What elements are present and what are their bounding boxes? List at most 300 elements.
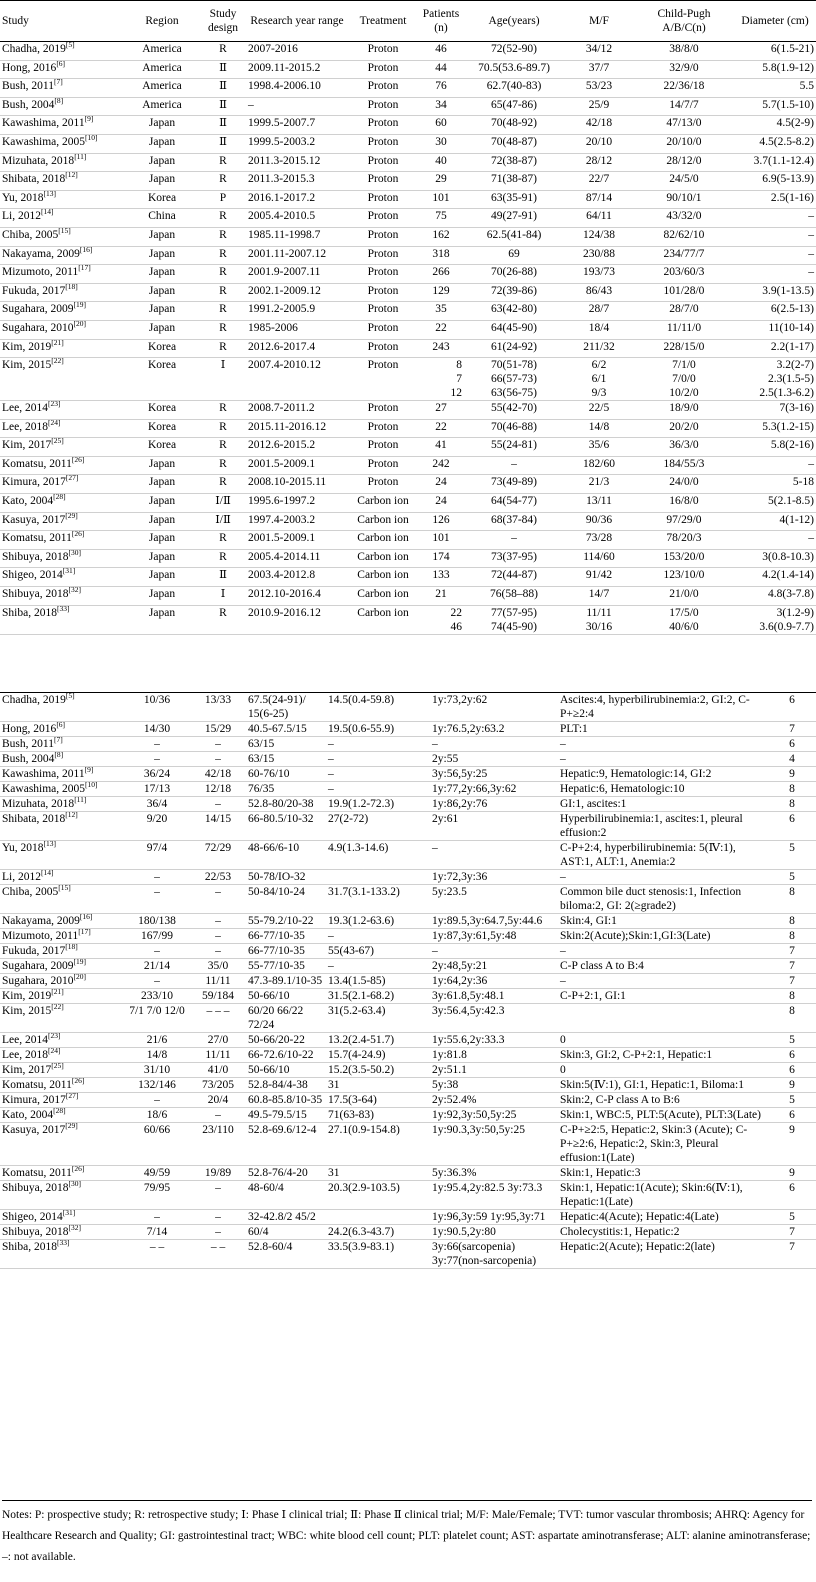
follow-up: 13.4(1.5-85) — [326, 974, 430, 989]
dose-fractions: 63/15 — [246, 752, 326, 767]
count-b: 20/4 — [190, 1093, 246, 1108]
table-row — [0, 60, 816, 79]
diameter: 5-18 — [734, 475, 816, 494]
quality-score: 7 — [768, 959, 816, 974]
toxicity: GI:1, ascites:1 — [558, 797, 768, 812]
study-design: R — [200, 209, 246, 228]
male-female: 64/11 — [564, 209, 634, 228]
dose-fractions: 60/20 66/22 72/24 — [246, 1004, 326, 1033]
study-design: R — [200, 265, 246, 284]
study-design: R — [200, 320, 246, 339]
male-female: 18/4 — [564, 320, 634, 339]
treatment: Proton — [348, 358, 418, 401]
study-name: Chadha, 2019[5] — [0, 693, 124, 722]
child-pugh: 82/62/10 — [634, 227, 734, 246]
toxicity: Skin:2, C-P class A to B:6 — [558, 1093, 768, 1108]
study-name: Fukuda, 2017[18] — [0, 283, 124, 302]
study-name: Komatsu, 2011[26] — [0, 1078, 124, 1093]
region: Korea — [124, 358, 200, 401]
follow-up: – — [326, 959, 430, 974]
count-b: 72/29 — [190, 841, 246, 870]
quality-score: 6 — [768, 1048, 816, 1063]
reference-number: [10] — [85, 134, 98, 143]
age: 64(54-77) — [464, 494, 564, 513]
follow-up: 17.5(3-64) — [326, 1093, 430, 1108]
count-b: – — [190, 929, 246, 944]
age: 72(52-90) — [464, 42, 564, 61]
age-line: 70(51-78) — [491, 359, 537, 372]
quality-score: 9 — [768, 1078, 816, 1093]
count-a: 18/6 — [124, 1108, 190, 1123]
patients: 101 — [418, 531, 464, 550]
dose-fractions: 60/4 — [246, 1225, 326, 1240]
age: 61(24-92) — [464, 339, 564, 358]
patients-line: 46 — [450, 620, 462, 633]
col-header-treatment: Treatment — [348, 1, 418, 42]
table-row — [0, 419, 816, 438]
table-row — [0, 246, 816, 265]
table-row — [0, 1108, 816, 1123]
toxicity: – — [558, 752, 768, 767]
table-row — [0, 812, 816, 841]
study-design: Ⅱ — [200, 116, 246, 135]
reference-number: [30] — [68, 1180, 81, 1189]
child-pugh: 47/13/0 — [634, 116, 734, 135]
overall-survival: 5y:23.5 — [430, 885, 558, 914]
overall-survival: 3y:56,5y:25 — [430, 767, 558, 782]
overall-survival: 3y:66(sarcopenia) 3y:77(non-sarcopenia) — [430, 1240, 558, 1269]
patients: 44 — [418, 60, 464, 79]
dose-fractions: 50-84/10-24 — [246, 885, 326, 914]
study-name: Kim, 2015[22] — [0, 358, 124, 401]
region: Japan — [124, 512, 200, 531]
reference-number: [24] — [47, 419, 61, 427]
region: Korea — [124, 190, 200, 209]
quality-score: 5 — [768, 1033, 816, 1048]
table-row — [0, 339, 816, 358]
reference-number: [14] — [40, 208, 54, 217]
toxicity: Skin:3, GI:2, C-P+2:1, Hepatic:1 — [558, 1048, 768, 1063]
region: Japan — [124, 456, 200, 475]
child-pugh: 90/10/1 — [634, 190, 734, 209]
study-design: Ⅰ — [200, 358, 246, 401]
study-name: Nakayama, 2009[16] — [0, 246, 124, 265]
count-b: – — [190, 944, 246, 959]
table-row — [0, 587, 816, 606]
count-b: 11/11 — [190, 974, 246, 989]
follow-up: 15.2(3.5-50.2) — [326, 1063, 430, 1078]
count-a: – — [124, 885, 190, 914]
count-a: – — [124, 1093, 190, 1108]
count-b: 23/110 — [190, 1123, 246, 1166]
diameter: 4(1-12) — [734, 512, 816, 531]
table-row — [0, 1240, 816, 1269]
overall-survival: 5y:38 — [430, 1078, 558, 1093]
study-name: Chadha, 2019[5] — [0, 42, 124, 61]
quality-score: 6 — [768, 1108, 816, 1123]
male-female-line: 30/16 — [585, 620, 613, 633]
follow-up: – — [326, 752, 430, 767]
age: 55(24-81) — [464, 438, 564, 457]
child-pugh: 203/60/3 — [634, 265, 734, 284]
study-design: Ⅱ — [200, 79, 246, 98]
reference-number: [20] — [73, 320, 87, 329]
table-row — [0, 265, 816, 284]
table-row — [0, 190, 816, 209]
count-a: – — [124, 737, 190, 752]
study-name: Bush, 2011[7] — [0, 737, 124, 752]
outcomes-table — [0, 692, 816, 1269]
patients: 41 — [418, 438, 464, 457]
count-b: 41/0 — [190, 1063, 246, 1078]
male-female: 87/14 — [564, 190, 634, 209]
dose-fractions: 66-77/10-35 — [246, 929, 326, 944]
col-header-child-pugh: Child-Pugh A/B/C(n) — [634, 1, 734, 42]
follow-up — [326, 870, 430, 885]
table-row — [0, 1004, 816, 1033]
patients: 76 — [418, 79, 464, 98]
count-a: 21/14 — [124, 959, 190, 974]
reference-number: [30] — [68, 549, 81, 558]
year-range: 2002.1-2009.12 — [246, 283, 348, 302]
count-b: – — [190, 797, 246, 812]
toxicity: Skin:1, Hepatic:3 — [558, 1166, 768, 1181]
quality-score: 8 — [768, 914, 816, 929]
study-name: Sugahara, 2010[20] — [0, 320, 124, 339]
diameter-line: 3(1.2-9) — [776, 606, 814, 619]
study-name: Kim, 2019[21] — [0, 339, 124, 358]
male-female: 86/43 — [564, 283, 634, 302]
male-female: 230/88 — [564, 246, 634, 265]
study-name: Kato, 2004[28] — [0, 494, 124, 513]
table-row — [0, 549, 816, 568]
quality-score: 6 — [768, 812, 816, 841]
count-a: 31/10 — [124, 1063, 190, 1078]
child-pugh: 78/20/3 — [634, 531, 734, 550]
male-female: 28/12 — [564, 153, 634, 172]
age — [464, 358, 564, 401]
reference-number: [11] — [74, 796, 87, 805]
age-line: 74(45-90) — [491, 620, 537, 633]
follow-up: 24.2(6.3-43.7) — [326, 1225, 430, 1240]
count-a: 60/66 — [124, 1123, 190, 1166]
patients: 75 — [418, 209, 464, 228]
region: Korea — [124, 419, 200, 438]
diameter: – — [734, 531, 816, 550]
age: 73(37-95) — [464, 549, 564, 568]
col-header-study: Study — [0, 1, 124, 42]
patients-line: 12 — [450, 387, 462, 400]
year-range: 2001.5-2009.1 — [246, 456, 348, 475]
quality-score: 6 — [768, 693, 816, 722]
reference-number: [26] — [71, 456, 85, 465]
toxicity: C-P class A to B:4 — [558, 959, 768, 974]
year-range: 1997.4-2003.2 — [246, 512, 348, 531]
table-row — [0, 568, 816, 587]
treatment: Proton — [348, 246, 418, 265]
patients: 126 — [418, 512, 464, 531]
treatment: Proton — [348, 134, 418, 153]
year-range: 2011.3-2015.12 — [246, 153, 348, 172]
reference-number: [23] — [47, 400, 61, 409]
count-a: 10/36 — [124, 693, 190, 722]
dose-fractions: 55-79.2/10-22 — [246, 914, 326, 929]
patients: 24 — [418, 475, 464, 494]
reference-number: [16] — [79, 913, 93, 922]
reference-number: [15] — [58, 227, 71, 236]
overall-survival: 1y:76.5,2y:63.2 — [430, 722, 558, 737]
male-female: 42/18 — [564, 116, 634, 135]
count-b: – — [190, 1225, 246, 1240]
count-b: 14/15 — [190, 812, 246, 841]
study-name: Kasuya, 2017[29] — [0, 512, 124, 531]
male-female-line: 11/11 — [586, 606, 612, 619]
count-b: 22/53 — [190, 870, 246, 885]
dose-fractions: 67.5(24-91)/ 15(6-25) — [246, 693, 326, 722]
age: 62.7(40-83) — [464, 79, 564, 98]
study-design: R — [200, 283, 246, 302]
toxicity: Skin:4, GI:1 — [558, 914, 768, 929]
study-name: Shibata, 2018[12] — [0, 172, 124, 191]
count-a: – — [124, 944, 190, 959]
study-name: Fukuda, 2017[18] — [0, 944, 124, 959]
count-a: 97/4 — [124, 841, 190, 870]
region: Japan — [124, 227, 200, 246]
follow-up: 15.7(4-24.9) — [326, 1048, 430, 1063]
table-row — [0, 97, 816, 116]
male-female: 21/3 — [564, 475, 634, 494]
male-female: 22/5 — [564, 401, 634, 420]
male-female: 14/7 — [564, 587, 634, 606]
dose-fractions: 50-66/20-22 — [246, 1033, 326, 1048]
quality-score: 5 — [768, 841, 816, 870]
study-name: Shigeo, 2014[31] — [0, 1210, 124, 1225]
dose-fractions: 66-72.6/10-22 — [246, 1048, 326, 1063]
toxicity: Skin:2(Acute);Skin:1,GI:3(Late) — [558, 929, 768, 944]
age: 70(26-88) — [464, 265, 564, 284]
study-design: R — [200, 227, 246, 246]
count-b: – — [190, 914, 246, 929]
reference-number: [24] — [47, 1047, 61, 1056]
table-row — [0, 438, 816, 457]
region: America — [124, 42, 200, 61]
table-row — [0, 782, 816, 797]
reference-number: [17] — [78, 928, 91, 937]
study-design: Ⅱ — [200, 134, 246, 153]
diameter: 6(1.5-21) — [734, 42, 816, 61]
diameter: 2.5(1-16) — [734, 190, 816, 209]
patients: 129 — [418, 283, 464, 302]
study-name: Yu, 2018[13] — [0, 841, 124, 870]
diameter: 4.8(3-7.8) — [734, 587, 816, 606]
diameter: – — [734, 456, 816, 475]
study-name: Lee, 2018[24] — [0, 1048, 124, 1063]
region: Japan — [124, 531, 200, 550]
year-range: 2001.11-2007.12 — [246, 246, 348, 265]
treatment: Proton — [348, 339, 418, 358]
treatment: Carbon ion — [348, 494, 418, 513]
overall-survival: 1y:73,2y:62 — [430, 693, 558, 722]
table-row — [0, 974, 816, 989]
year-range: 2005.4-2014.11 — [246, 549, 348, 568]
follow-up: 33.5(3.9-83.1) — [326, 1240, 430, 1269]
quality-score: 7 — [768, 1240, 816, 1269]
treatment: Carbon ion — [348, 587, 418, 606]
col-header-mf: M/F — [564, 1, 634, 42]
reference-number: [22] — [51, 1003, 64, 1012]
toxicity: Hepatic:9, Hematologic:14, GI:2 — [558, 767, 768, 782]
treatment: Proton — [348, 172, 418, 191]
age: 49(27-91) — [464, 209, 564, 228]
region: Japan — [124, 587, 200, 606]
study-design: R — [200, 401, 246, 420]
diameter — [734, 358, 816, 401]
male-female-line: 9/3 — [591, 387, 607, 400]
study-name: Shibuya, 2018[30] — [0, 1181, 124, 1210]
quality-score: 6 — [768, 1181, 816, 1210]
toxicity: Hyperbilirubinemia:1, ascites:1, pleural effusion:2 — [558, 812, 768, 841]
year-range: 2001.9-2007.11 — [246, 265, 348, 284]
quality-score: 8 — [768, 1004, 816, 1033]
study-design: Ⅱ — [200, 97, 246, 116]
overall-survival: 2y:51.1 — [430, 1063, 558, 1078]
reference-number: [7] — [53, 78, 63, 87]
male-female: 14/8 — [564, 419, 634, 438]
region: Japan — [124, 265, 200, 284]
quality-score: 9 — [768, 1166, 816, 1181]
toxicity: Skin:5(Ⅳ:1), GI:1, Hepatic:1, Biloma:1 — [558, 1078, 768, 1093]
age: 72(38-87) — [464, 153, 564, 172]
diameter: 5.8(2-16) — [734, 438, 816, 457]
count-a: 14/8 — [124, 1048, 190, 1063]
male-female: 193/73 — [564, 265, 634, 284]
dose-fractions: 48-66/6-10 — [246, 841, 326, 870]
patients: 101 — [418, 190, 464, 209]
age-line: 77(57-95) — [491, 606, 537, 619]
age: 64(45-90) — [464, 320, 564, 339]
reference-number: [18] — [65, 283, 78, 291]
age: 73(49-89) — [464, 475, 564, 494]
year-range: 1985-2006 — [246, 320, 348, 339]
overall-survival: 1y:89.5,3y:64.7,5y:44.6 — [430, 914, 558, 929]
diameter — [734, 605, 816, 634]
diameter-line: 2.5(1.3-6.2) — [759, 387, 814, 400]
age: 70(46-88) — [464, 419, 564, 438]
year-range: 2007.4-2010.12 — [246, 358, 348, 401]
table-row — [0, 914, 816, 929]
study-design: R — [200, 419, 246, 438]
toxicity: Skin:1, Hepatic:1(Acute); Skin:6(Ⅳ:1), Hepatic:1(Late) — [558, 1181, 768, 1210]
region: Japan — [124, 134, 200, 153]
toxicity — [558, 1004, 768, 1033]
diameter: 6(2.5-13) — [734, 302, 816, 321]
table-row — [0, 1093, 816, 1108]
patients: 21 — [418, 587, 464, 606]
child-pugh: 20/2/0 — [634, 419, 734, 438]
dose-fractions: 49.5-79.5/15 — [246, 1108, 326, 1123]
follow-up: 55(43-67) — [326, 944, 430, 959]
count-a: – — [124, 974, 190, 989]
region: Korea — [124, 438, 200, 457]
dose-fractions: 66-80.5/10-32 — [246, 812, 326, 841]
study-name: Sugahara, 2009[19] — [0, 959, 124, 974]
count-a: 79/95 — [124, 1181, 190, 1210]
child-pugh — [634, 605, 734, 634]
table-row — [0, 358, 816, 401]
year-range: 2007-2016 — [246, 42, 348, 61]
reference-number: [14] — [40, 869, 54, 878]
toxicity: – — [558, 870, 768, 885]
count-a: – — [124, 870, 190, 885]
count-b: 13/33 — [190, 693, 246, 722]
study-design: R — [200, 456, 246, 475]
reference-number: [9] — [84, 766, 94, 775]
age: 76(58–88) — [464, 587, 564, 606]
table-row — [0, 885, 816, 914]
treatment: Proton — [348, 42, 418, 61]
male-female: 91/42 — [564, 568, 634, 587]
child-pugh: 234/77/7 — [634, 246, 734, 265]
reference-number: [21] — [51, 339, 64, 347]
study-name: Li, 2012[14] — [0, 870, 124, 885]
child-pugh: 28/12/0 — [634, 153, 734, 172]
diameter: 3.9(1-13.5) — [734, 283, 816, 302]
study-name: Mizumoto, 2011[17] — [0, 265, 124, 284]
treatment: Proton — [348, 438, 418, 457]
reference-number: [23] — [47, 1032, 61, 1041]
table-row — [0, 227, 816, 246]
treatment: Carbon ion — [348, 549, 418, 568]
year-range: 2016.1-2017.2 — [246, 190, 348, 209]
diameter: 3.7(1.1-12.4) — [734, 153, 816, 172]
toxicity: Common bile duct stenosis:1, Infection biloma:2, GI: 2(≥grade2) — [558, 885, 768, 914]
male-female: 34/12 — [564, 42, 634, 61]
patients-line: 8 — [456, 359, 462, 372]
toxicity: Hepatic:4(Acute); Hepatic:4(Late) — [558, 1210, 768, 1225]
study-design: Ⅰ/Ⅱ — [200, 512, 246, 531]
age: 72(39-86) — [464, 283, 564, 302]
reference-number: [19] — [73, 301, 87, 310]
reference-number: [17] — [78, 264, 91, 273]
count-b: – – – — [190, 1004, 246, 1033]
count-b: – — [190, 1210, 246, 1225]
table-row — [0, 797, 816, 812]
diameter-line: 2.3(1.5-5) — [768, 373, 814, 386]
year-range: 2001.5-2009.1 — [246, 531, 348, 550]
col-header-age: Age(years) — [464, 1, 564, 42]
reference-number: [7] — [53, 736, 63, 745]
reference-number: [19] — [73, 958, 87, 967]
table-row — [0, 752, 816, 767]
overall-survival: 1y:72,3y:36 — [430, 870, 558, 885]
age: 55(42-70) — [464, 401, 564, 420]
child-pugh: 28/7/0 — [634, 302, 734, 321]
region: Korea — [124, 401, 200, 420]
age: 70(48-87) — [464, 134, 564, 153]
study-name: Bush, 2004[8] — [0, 752, 124, 767]
dose-fractions: 66-77/10-35 — [246, 944, 326, 959]
overall-survival: 1y:77,2y:66,3y:62 — [430, 782, 558, 797]
reference-number: [22] — [51, 357, 64, 366]
age: – — [464, 456, 564, 475]
study-name: Lee, 2018[24] — [0, 419, 124, 438]
year-range: 1995.6-1997.2 — [246, 494, 348, 513]
study-design: R — [200, 475, 246, 494]
age: 70.5(53.6-89.7) — [464, 60, 564, 79]
male-female: 124/38 — [564, 227, 634, 246]
study-name: Bush, 2004[8] — [0, 97, 124, 116]
year-range: 2012.6-2017.4 — [246, 339, 348, 358]
